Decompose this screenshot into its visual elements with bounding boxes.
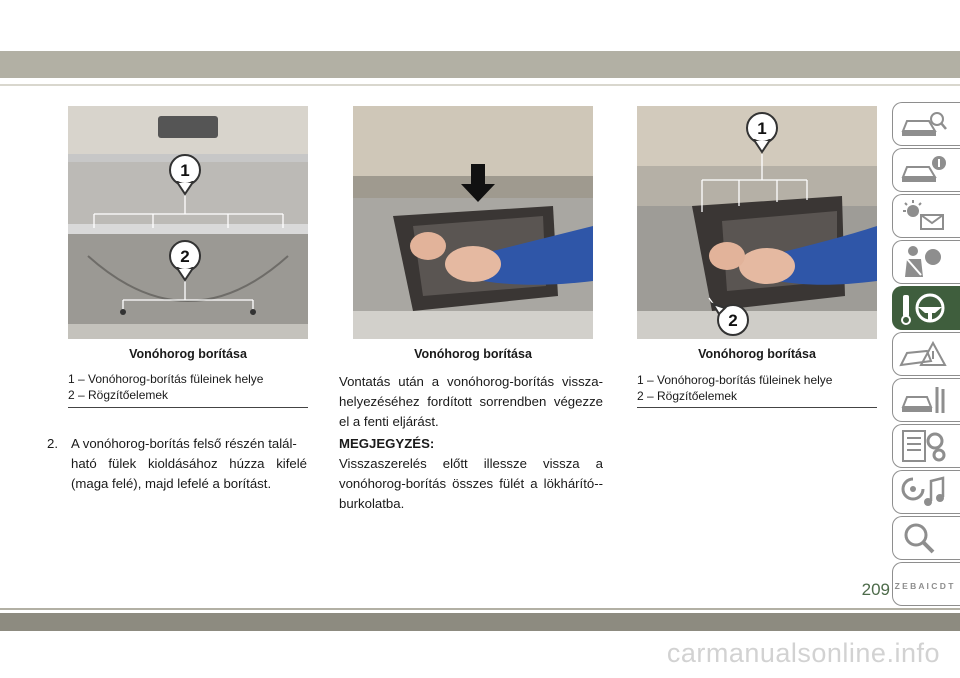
step-number: 2. (47, 436, 58, 451)
procedure-step (47, 434, 307, 494)
warning-lights-icon (899, 199, 949, 233)
figure-3-legend-rule (637, 407, 877, 408)
car-search-icon (899, 107, 949, 141)
seatbelt-airbag-icon (899, 245, 949, 279)
index-letters: Z E B A I C D T (894, 581, 954, 591)
figure-3-legend (637, 372, 877, 404)
figure-2-title: Vonóhorog borítása (414, 347, 532, 361)
multimedia-icon (899, 475, 949, 509)
tab-index[interactable] (892, 562, 960, 606)
tab-specifications[interactable] (892, 424, 960, 468)
figure-1-photo (68, 106, 308, 339)
page-number: 209 (861, 580, 890, 599)
car-service-icon (899, 383, 949, 417)
figure-3-callout-1: 1 (757, 119, 767, 138)
step-first-line: A vonóhorog-borítás felső részén talál- (71, 436, 297, 451)
header-rule (0, 84, 960, 86)
figure-1-callout-2: 2 (180, 247, 190, 266)
index-icon (894, 567, 954, 601)
tab-multimedia[interactable] (892, 470, 960, 514)
tab-seatbelt-airbag[interactable] (892, 240, 960, 284)
tab-starting-driving[interactable] (892, 286, 960, 330)
figure-2-photo (353, 106, 593, 339)
car-info-icon (899, 153, 949, 187)
figure-1-title: Vonóhorog borítása (129, 347, 247, 361)
step-continuation: ható fülek kioldásához húzza kifelé (maga felé), majd lefelé a borítást. (71, 456, 307, 491)
footer-rule (0, 608, 960, 610)
tab-car-info[interactable] (892, 148, 960, 192)
magnifier-icon (899, 521, 949, 555)
footer-band (0, 613, 960, 631)
tab-car-search[interactable] (892, 102, 960, 146)
tab-breakdown[interactable] (892, 332, 960, 376)
figure-3-photo (637, 106, 877, 339)
figure-3-legend-2: 2 – Rögzítőelemek (637, 389, 738, 403)
tab-warning-lights[interactable] (892, 194, 960, 238)
car-breakdown-icon (899, 337, 949, 371)
steering-wheel-icon (899, 291, 949, 325)
note-text: Visszaszerelés előtt illessze vissza a vonóhorog-borítás összes fülét a lökhárító--burkolatba. (339, 456, 603, 511)
figure-1-legend-rule (68, 407, 308, 408)
reinstall-paragraph: Vontatás után a vonóhorog-borítás vissza-helyezéséhez fordított sorrendben végezze el a fenti eljárást. (339, 374, 603, 429)
figure-3-legend-1: 1 – Vonóhorog-borítás füleinek helye (637, 373, 833, 387)
figure-1-legend-2: 2 – Rögzítőelemek (68, 388, 169, 402)
watermark: carmanualsonline.info (666, 638, 940, 668)
specifications-icon (899, 429, 949, 463)
figure-1-legend-1: 1 – Vonóhorog-borítás füleinek helye (68, 372, 264, 386)
tab-service[interactable] (892, 378, 960, 422)
figure-3-callout-2: 2 (728, 311, 738, 330)
figure-3-title: Vonóhorog borítása (698, 347, 816, 361)
note-heading: MEGJEGYZÉS: (339, 436, 435, 451)
figure-1-legend (68, 371, 308, 403)
tab-search[interactable] (892, 516, 960, 560)
figure-1-callout-1: 1 (180, 161, 190, 180)
header-band (0, 51, 960, 78)
